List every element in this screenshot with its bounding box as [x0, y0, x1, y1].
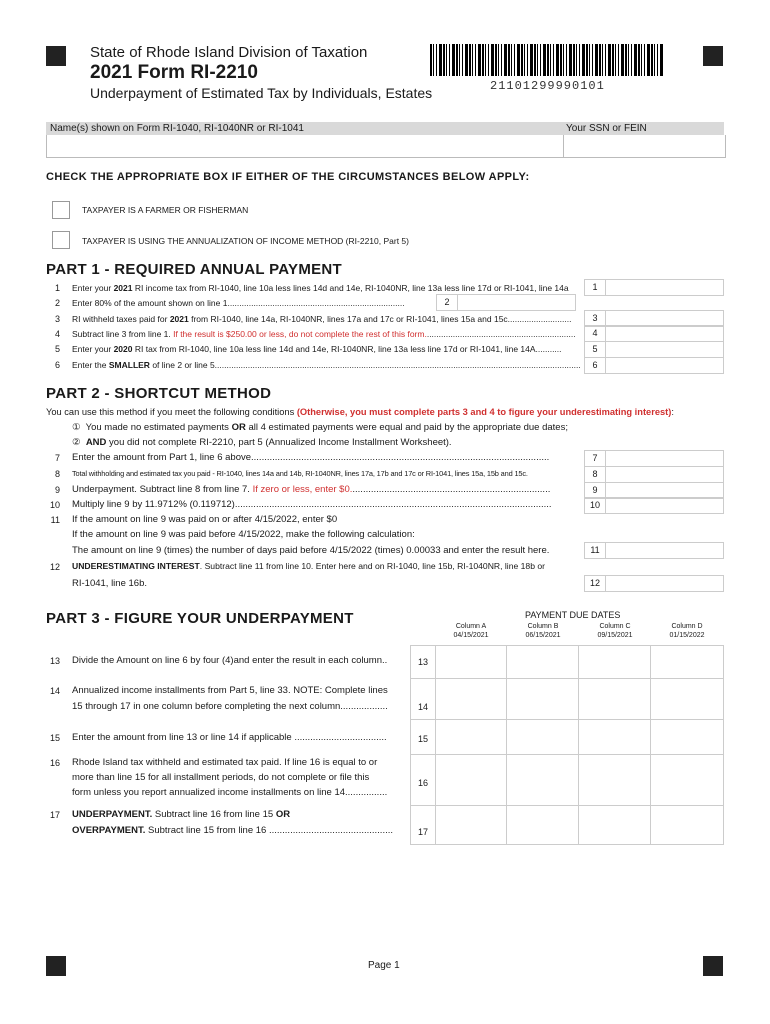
line-number: 5	[54, 344, 60, 354]
condition-2: ② AND you did not complete RI-2210, part 5 (Annualized Income Installment Worksheet).	[72, 437, 452, 448]
line-number: 2	[54, 298, 60, 308]
column-a-header: Column A 04/15/2021	[453, 623, 489, 639]
barcode	[430, 44, 663, 76]
line-16-col-a[interactable]	[435, 754, 507, 806]
line-2-amount[interactable]	[457, 294, 576, 311]
line-10-amount[interactable]	[605, 497, 724, 514]
line-16-text-a: Rhode Island tax withheld and estimated tax paid. If line 16 is equal to or	[72, 757, 378, 768]
part2-title: PART 2 - SHORTCUT METHOD	[46, 385, 272, 402]
line-number: 1	[54, 283, 60, 293]
line-7-text: Enter the amount from Part 1, line 6 above.................................................................................................................	[72, 452, 550, 463]
registration-mark	[46, 46, 66, 66]
line-8-amount[interactable]	[605, 466, 724, 483]
line-9-text: Underpayment. Subtract line 8 from line 7. If zero or less, enter $0............................................................................	[72, 484, 551, 495]
line-12-text: UNDERESTIMATING INTEREST. Subtract line 11 from line 10. Enter here and on RI-1040, line 15b, RI-1040NR, line 18b or	[72, 561, 546, 571]
line-6-amount[interactable]	[605, 357, 724, 374]
line-7-amount[interactable]	[605, 450, 724, 467]
line-13-box-label: 13	[410, 645, 436, 679]
annualization-label: TAXPAYER IS USING THE ANNUALIZATION OF INCOME METHOD (RI-2210, Part 5)	[82, 236, 409, 246]
line-2-box-label: 2	[436, 294, 458, 311]
name-row-header	[46, 122, 724, 135]
line-number: 3	[54, 314, 60, 324]
line-5-text: Enter your 2020 RI tax from RI-1040, line 10a less line 14d and 14e, RI-1040NR, line 13a less line 17d or RI-1041, line 14A...........	[72, 344, 562, 354]
line-5-box-label: 5	[584, 341, 606, 358]
registration-mark	[46, 956, 66, 976]
line-7-box-label: 7	[584, 450, 606, 467]
part2-intro: You can use this method if you meet the following conditions (Otherwise, you must complete parts 3 and 4 to figure your underestimating interest):	[46, 407, 674, 417]
barcode-number: 21101299990101	[490, 79, 605, 93]
line-1-amount[interactable]	[605, 279, 724, 296]
line-12-amount[interactable]	[605, 575, 724, 592]
part3-title: PART 3 - FIGURE YOUR UNDERPAYMENT	[46, 610, 354, 627]
line-16-text-b: more than line 15 for all installment periods, do not complete or file this	[72, 772, 370, 783]
line-1-box-label: 1	[584, 279, 606, 296]
line-13-col-d[interactable]	[651, 645, 724, 679]
line-4-text: Subtract line 3 from line 1. If the result is $250.00 or less, do not complete the rest of this form................................................................	[72, 329, 576, 339]
line-8-box-label: 8	[584, 466, 606, 483]
line-4-amount[interactable]	[605, 325, 724, 342]
line-17-box-label: 17	[410, 805, 436, 845]
line-11-text-c: The amount on line 9 (times) the number of days paid before 4/15/2022 (times) 0.00033 and enter the result here.	[72, 545, 550, 556]
form-title: 2021 Form RI-2210	[90, 62, 258, 83]
column-d-header: Column D 01/15/2022	[669, 623, 705, 639]
line-3-box-label: 3	[584, 310, 606, 327]
line-1-text: Enter your 2021 RI income tax from RI-1040, line 10a less lines 14d and 14e, RI-1040NR, line 13a less line 17d or RI-1041, line 14a	[72, 283, 569, 293]
line-13-col-b[interactable]	[507, 645, 579, 679]
line-16-col-b[interactable]	[507, 754, 579, 806]
line-14-col-b[interactable]	[507, 678, 579, 720]
line-14-text-a: Annualized income installments from Part 5, line 33. NOTE: Complete lines	[72, 685, 388, 696]
column-b-header: Column B 06/15/2021	[525, 623, 561, 639]
line-number: 4	[54, 329, 60, 339]
line-11-amount[interactable]	[605, 542, 724, 559]
annualization-checkbox[interactable]	[52, 231, 70, 249]
line-9-box-label: 9	[584, 482, 606, 499]
form-subtitle: Underpayment of Estimated Tax by Individuals, Estates	[90, 85, 433, 101]
line-15-col-d[interactable]	[651, 719, 724, 755]
line-15-box-label: 15	[410, 719, 436, 755]
line-12-text-b: RI-1041, line 16b.	[72, 578, 147, 589]
line-15-col-a[interactable]	[435, 719, 507, 755]
line-15-col-c[interactable]	[579, 719, 651, 755]
farmer-checkbox[interactable]	[52, 201, 70, 219]
ssn-field[interactable]	[563, 135, 726, 158]
line-17-col-c[interactable]	[579, 805, 651, 845]
line-10-text: Multiply line 9 by 11.9712% (0.119712)........................................................................................................................	[72, 499, 552, 510]
line-11-box-label: 11	[584, 542, 606, 559]
part1-title: PART 1 - REQUIRED ANNUAL PAYMENT	[46, 261, 343, 278]
registration-mark	[703, 956, 723, 976]
line-11-text-b: If the amount on line 9 was paid before 4/15/2022, make the following calculation:	[72, 529, 415, 540]
names-label: Name(s) shown on Form RI-1040, RI-1040NR or RI-1041	[50, 123, 304, 134]
line-14-col-d[interactable]	[651, 678, 724, 720]
page-number: Page 1	[368, 960, 400, 971]
line-12-box-label: 12	[584, 575, 606, 592]
line-4-box-label: 4	[584, 325, 606, 342]
line-17-col-d[interactable]	[651, 805, 724, 845]
line-13-col-c[interactable]	[579, 645, 651, 679]
column-c-header: Column C 09/15/2021	[597, 623, 633, 639]
due-dates-heading: PAYMENT DUE DATES	[525, 610, 621, 620]
line-6-box-label: 6	[584, 357, 606, 374]
condition-1: ① You made no estimated payments OR all 4 estimated payments were equal and paid by the appropriate due dates;	[72, 422, 568, 433]
line-17-text-a: UNDERPAYMENT. Subtract line 16 from line 15 OR	[72, 809, 291, 820]
line-5-amount[interactable]	[605, 341, 724, 358]
line-14-col-c[interactable]	[579, 678, 651, 720]
line-14-text-b: 15 through 17 in one column before completing the next column..................	[72, 701, 388, 712]
line-17-col-a[interactable]	[435, 805, 507, 845]
line-17-col-b[interactable]	[507, 805, 579, 845]
registration-mark	[703, 46, 723, 66]
agency-name: State of Rhode Island Division of Taxation	[90, 44, 368, 61]
line-14-col-a[interactable]	[435, 678, 507, 720]
line-16-col-d[interactable]	[651, 754, 724, 806]
line-16-text-c: form unless you report annualized income installments on line 14................	[72, 787, 388, 798]
line-17-text-b: OVERPAYMENT. Subtract line 15 from line 16 ...............................................	[72, 825, 394, 836]
line-16-box-label: 16	[410, 754, 436, 806]
line-6-text: Enter the SMALLER of line 2 or line 5...........................................................................................................................................................	[72, 360, 581, 370]
check-heading: CHECK THE APPROPRIATE BOX IF EITHER OF THE CIRCUMSTANCES BELOW APPLY:	[46, 171, 530, 183]
line-15-col-b[interactable]	[507, 719, 579, 755]
line-16-col-c[interactable]	[579, 754, 651, 806]
farmer-label: TAXPAYER IS A FARMER OR FISHERMAN	[82, 205, 249, 215]
line-11-text-a: If the amount on line 9 was paid on or after 4/15/2022, enter $0	[72, 514, 338, 525]
ssn-label: Your SSN or FEIN	[566, 123, 647, 134]
line-8-text: Total withholding and estimated tax you paid - RI-1040, lines 14a and 14b, RI-1040NR, lines 17a, 17b and 17c or RI-1041, lines 15a, 15b and 15c.	[72, 469, 528, 478]
line-15-text: Enter the amount from line 13 or line 14 if applicable ...................................	[72, 732, 387, 743]
line-13-text: Divide the Amount on line 6 by four (4)and enter the result in each column..	[72, 655, 388, 666]
line-10-box-label: 10	[584, 497, 606, 514]
line-3-text: RI withheld taxes paid for 2021 from RI-1040, line 14a, RI-1040NR, lines 17a and 17c or RI-1041, lines 15a and 15c...........................	[72, 314, 572, 324]
line-2-text: Enter 80% of the amount shown on line 1...........................................................................	[72, 298, 405, 308]
line-14-box-label: 14	[410, 678, 436, 720]
line-13-col-a[interactable]	[435, 645, 507, 679]
line-number: 6	[54, 360, 60, 370]
names-field[interactable]	[46, 135, 564, 158]
